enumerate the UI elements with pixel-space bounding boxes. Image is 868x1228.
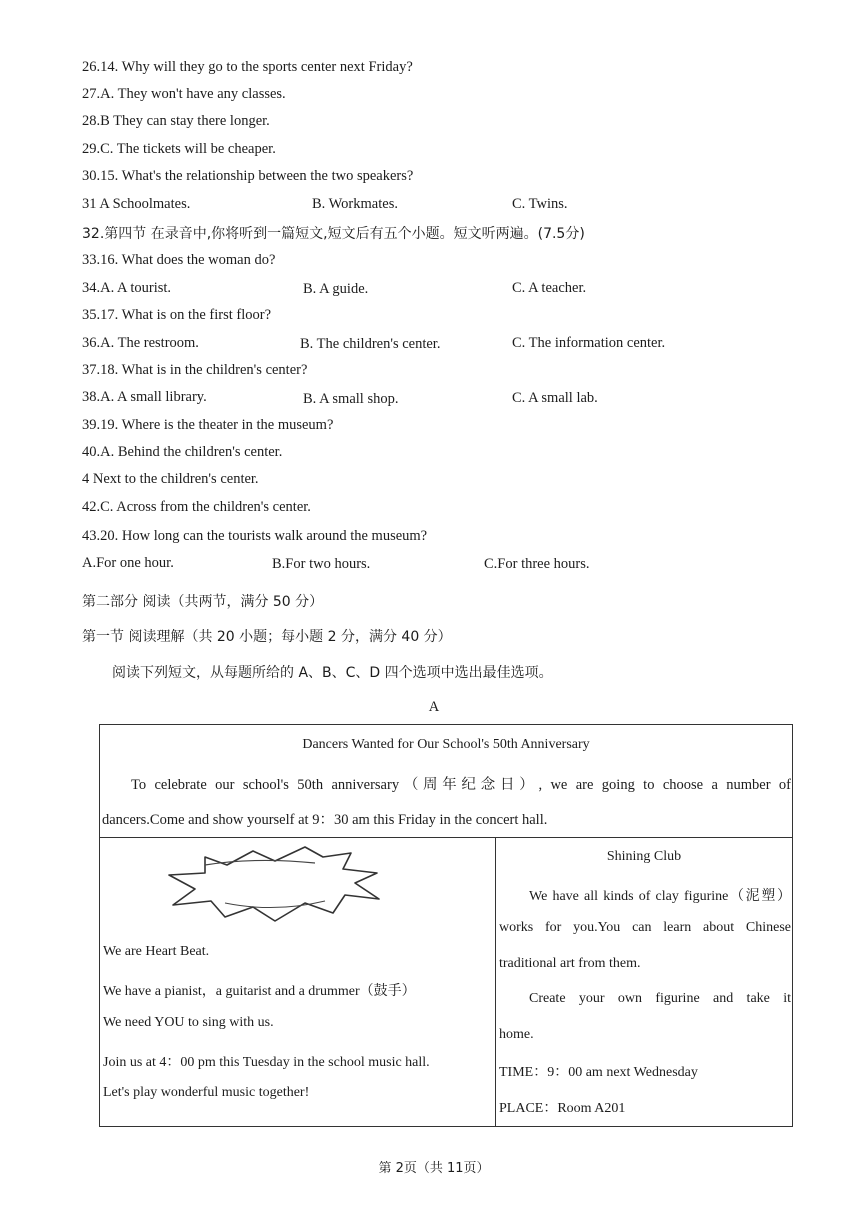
question-30: 30.15. What's the relationship between the two speakers? [82,168,414,184]
section-4-heading: 32.第四节 在录音中,你将听到一篇短文,短文后有五个小题。短文听两遍。(7.5分) [82,226,585,242]
option-27: 27.A. They won't have any classes. [82,86,286,102]
section-1-heading: 第一节 阅读理解（共 20 小题；每小题 2 分，满分 40 分） [82,629,452,645]
option-44-b: B.For two hours. [272,556,371,572]
question-35: 35.17. What is on the first floor? [82,307,272,323]
heart-beat-line-4: Join us at 4：00 pm this Tuesday in the school music hall. [103,1055,430,1070]
shining-line-3: traditional art from them. [499,956,641,971]
shining-time: TIME：9：00 am next Wednesday [499,1065,698,1080]
reading-instruction: 阅读下列短文，从每题所给的 A、B、C、D 四个选项中选出最佳选项。 [112,665,553,681]
option-38-b: B. A small shop. [303,391,399,407]
shining-line-2: works for you.You can learn about Chinese [499,920,791,935]
option-34-b: B. A guide. [303,281,369,297]
notice-line-1: To celebrate our school's 50th anniversary（周年纪念日）, we are going to choose a number of [131,777,791,793]
option-31-a: 31 A Schoolmates. [82,196,191,212]
option-36-a: 36.A. The restroom. [82,335,199,351]
page-footer: 第 2页（共 11页） [378,1161,490,1176]
heart-beat-line-5: Let's play wonderful music together! [103,1085,310,1100]
option-29: 29.C. The tickets will be cheaper. [82,141,276,157]
option-31-b: B. Workmates. [312,196,398,212]
option-36-b: B. The children's center. [300,336,441,352]
option-41: 4 Next to the children's center. [82,471,259,487]
option-44-c: C.For three hours. [484,556,590,572]
option-38-a: 38.A. A small library. [82,389,207,405]
option-34-c: C. A teacher. [512,280,587,296]
shining-line-1: We have all kinds of clay figurine（泥塑） [529,889,791,904]
option-40: 40.A. Behind the children's center. [82,444,283,460]
shining-line-4: Create your own figurine and take it [529,991,791,1006]
option-44-a: A.For one hour. [82,555,174,571]
heart-beat-line-2: We have a pianist，a guitarist and a drummer（鼓手） [103,984,416,999]
option-42: 42.C. Across from the children's center. [82,499,311,515]
option-28: 28.B They can stay there longer. [82,113,270,129]
heart-beat-line-1: We are Heart Beat. [103,944,210,959]
question-37: 37.18. What is in the children's center? [82,362,308,378]
shining-place: PLACE：Room A201 [499,1101,626,1116]
option-34-a: 34.A. A tourist. [82,280,172,296]
shining-club-box [495,837,793,1127]
question-43: 43.20. How long can the tourists walk around the museum? [82,528,428,544]
notice-line-2: dancers.Come and show yourself at 9：30 am this Friday in the concert hall. [102,812,548,828]
option-31-c: C. Twins. [512,196,568,212]
notice-title: Dancers Wanted for Our School's 50th Anniversary [302,737,590,752]
heart-beat-line-3: We need YOU to sing with us. [103,1015,274,1030]
shining-club-title: Shining Club [606,849,682,864]
part-2-heading: 第二部分 阅读（共两节，满分 50 分） [82,594,324,610]
question-33: 33.16. What does the woman do? [82,252,276,268]
passage-label: A [428,699,440,715]
question-39: 39.19. Where is the theater in the museum? [82,417,334,433]
shining-line-5: home. [499,1027,534,1042]
question-26: 26.14. Why will they go to the sports center next Friday? [82,59,413,75]
burst-logo-icon [165,843,387,925]
option-36-c: C. The information center. [512,335,666,351]
option-38-c: C. A small lab. [512,390,598,406]
